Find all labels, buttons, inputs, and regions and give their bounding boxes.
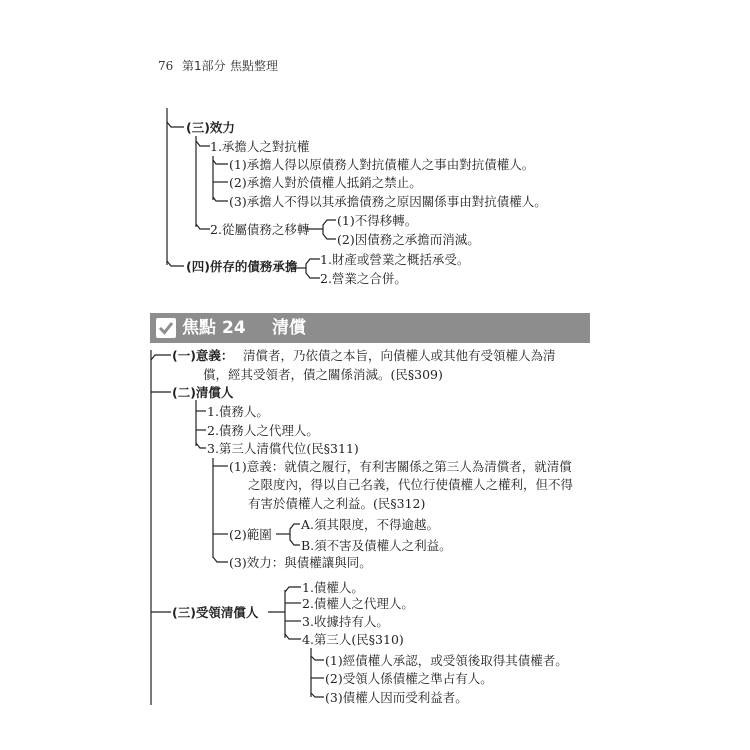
coexist-item-1: 1.財產或營業之概括承受。 [320,252,470,267]
meaning-line-2: 償，經其受領者，債之關係消滅。(民§309) [203,367,443,382]
payer-item-2: 2.債務人之代理人。 [207,423,319,438]
receiver-item-1: 1.債權人。 [302,580,364,595]
subrogation-scope-label: (2)範圍 [229,527,272,542]
focus-banner-title: 清償 [272,318,306,338]
effect-item-1-sub-1: (1)承擔人得以原債務人對抗債權人之事由對抗債權人。 [229,157,535,172]
effect-item-1-sub-2: (2)承擔人對於債權人抵銷之禁止。 [229,175,422,190]
page-number: 76 [158,59,174,73]
section-label: 焦點整理 [230,59,279,73]
payer-item-1: 1.債務人。 [207,404,269,419]
subrogation-scope-item-b: B.須不害及債權人之利益。 [301,538,452,553]
subrogation-meaning-line-2: 之限度內，得以自己名義，代位行使債權人之權利，但不得 [248,477,574,492]
effect-item-2-label: 2.從屬債務之移轉 [210,222,310,237]
receiver-title: (三)受領清償人 [172,605,259,620]
effect-item-1-label: 1.承擔人之對抗權 [210,139,310,154]
receiver-item-3: 3.收據持有人。 [302,614,389,629]
third-party-item-2: (2)受領人係債權之準占有人。 [325,671,493,686]
meaning-title: (一)意義： [172,348,234,363]
effect-item-2-sub-1: (1)不得移轉。 [337,213,418,228]
payer-item-3: 3.第三人清償代位(民§311) [207,441,359,456]
subrogation-effect: (3)效力：與債權讓與同。 [229,555,372,570]
meaning-line-1: 清償者，乃依債之本旨，向債權人或其他有受領權人為清 [243,348,556,363]
receiver-item-2: 2.債權人之代理人。 [302,596,414,611]
effect-section-title: (三)效力 [186,120,235,135]
subrogation-scope-item-a: A.須其限度，不得逾越。 [301,517,440,532]
third-party-item-1: (1)經債權人承認，或受領後取得其債權者。 [325,653,568,668]
focus-banner-number: 24 [222,318,246,338]
receiver-item-4: 4.第三人(民§310) [302,632,404,647]
subrogation-meaning-line-1: (1)意義：就債之履行，有利害關係之第三人為清償者，就清償 [229,459,572,474]
effect-item-1-sub-3: (3)承擔人不得以其承擔債務之原因關係事由對抗債權人。 [229,194,547,209]
third-party-item-3: (3)債權人因而受利益者。 [325,690,468,705]
subrogation-meaning-line-3: 有害於債權人之利益。(民§312) [248,496,426,511]
part-label: 第1部分 [182,59,226,73]
focus-banner [150,313,590,343]
effect-item-2-sub-2: (2)因債務之承擔而消滅。 [337,232,480,247]
focus-banner-label: 焦點 [182,318,216,338]
coexist-item-2: 2.營業之合併。 [320,271,407,286]
coexist-section-title: (四)併存的債務承擔 [186,259,298,274]
checkbox-check-icon [156,318,176,338]
payer-title: (二)清償人 [172,385,234,400]
